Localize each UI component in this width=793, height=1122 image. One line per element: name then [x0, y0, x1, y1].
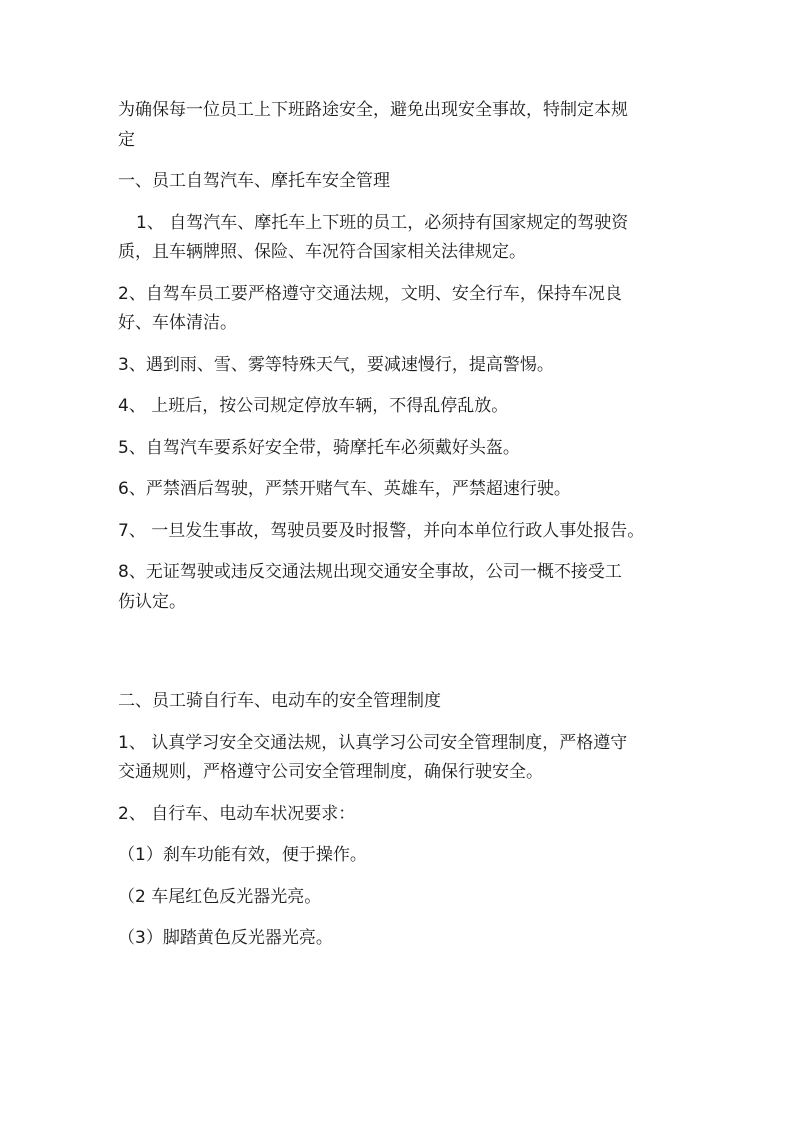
sub-item-line: （3）脚踏黄色反光器光亮。	[118, 928, 333, 948]
list-item-line: 2、 自行车、电动车状况要求：	[118, 803, 356, 824]
list-item-line: 好、车体清洁。	[118, 313, 237, 333]
list-item-line: 1、 自驾汽车、摩托车上下班的员工，必须持有国家规定的驾驶资	[136, 212, 629, 233]
intro-line: 为确保每一位员工上下班路途安全，避免出现安全事故，特制定本规	[118, 100, 628, 120]
list-item-line: 7、 一旦发生事故，驾驶员要及时报警，并向本单位行政人事处报告。	[118, 520, 645, 541]
intro-line: 定	[118, 129, 135, 150]
list-item-line: 5、自驾汽车要系好安全带，骑摩托车必须戴好头盔。	[118, 437, 520, 458]
section-heading: 一、员工自驾汽车、摩托车安全管理	[118, 171, 390, 191]
list-item-line: 8、无证驾驶或违反交通法规出现交通安全事故，公司一概不接受工	[118, 562, 622, 582]
section-heading: 二、员工骑自行车、电动车的安全管理制度	[118, 691, 441, 711]
list-item-line: 伤认定。	[118, 591, 186, 612]
list-item-line: 交通规则，严格遵守公司安全管理制度，确保行驶安全。	[118, 762, 543, 782]
document-body	[118, 96, 680, 954]
list-item-line: 4、 上班后，按公司规定停放车辆，不得乱停乱放。	[118, 396, 509, 416]
list-item-line: 2、自驾车员工要严格遵守交通法规，文明、安全行车，保持车况良	[118, 283, 622, 304]
sub-item-line: （1）刹车功能有效，便于操作。	[118, 845, 367, 865]
list-item-line: 质，且车辆牌照、保险、车况符合国家相关法律规定。	[118, 242, 526, 262]
sub-item-line: （2 车尾红色反光器光亮。	[118, 886, 322, 907]
list-item-line: 1、 认真学习安全交通法规，认真学习公司安全管理制度，严格遵守	[118, 732, 628, 753]
list-item-line: 6、严禁酒后驾驶，严禁开赌气车、英雄车，严禁超速行驶。	[118, 479, 571, 499]
list-item-line: 3、遇到雨、雪、雾等特殊天气，要减速慢行，提高警惕。	[118, 354, 554, 375]
